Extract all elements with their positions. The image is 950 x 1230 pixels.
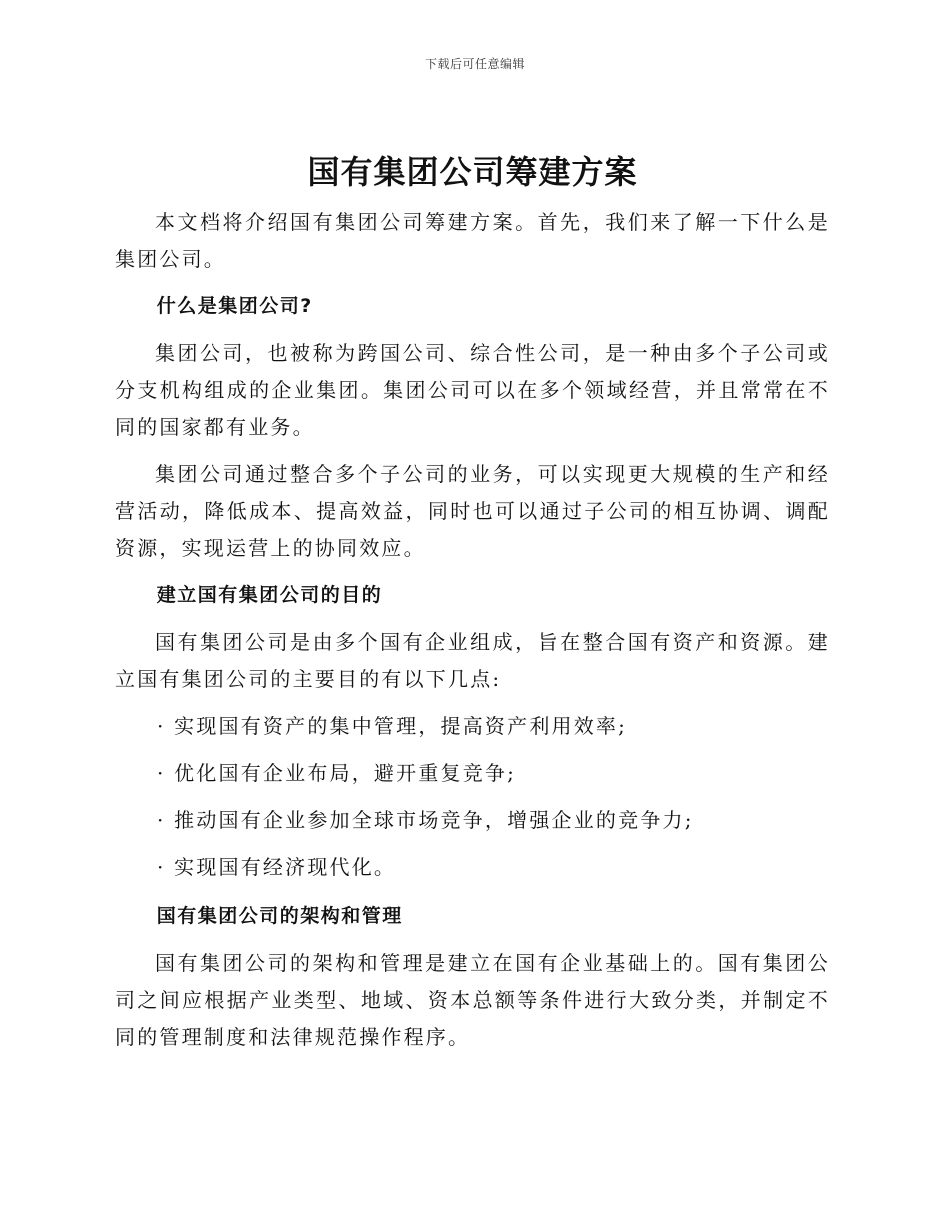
paragraph-group-benefits: 集团公司通过整合多个子公司的业务，可以实现更大规模的生产和经营活动，降低成本、提高效益，同时也可以通过子公司的相互协调、调配资源，实现运营上的协同效应。 xyxy=(115,462,830,560)
section-heading-what-is-group: 什么是集团公司? xyxy=(156,295,313,317)
list-item: · 优化国有企业布局，避开重复竞争; xyxy=(157,761,517,785)
section-heading-purpose: 建立国有集团公司的目的 xyxy=(156,584,383,606)
document-title: 国有集团公司筹建方案 xyxy=(307,153,638,191)
list-item: · 实现国有资产的集中管理，提高资产利用效率; xyxy=(157,714,628,738)
paragraph-structure: 国有集团公司的架构和管理是建立在国有企业基础上的。国有集团公司之间应根据产业类型、地域、资本总额等条件进行大致分类，并制定不同的管理制度和法律规范操作程序。 xyxy=(115,951,830,1049)
list-item: · 推动国有企业参加全球市场竞争，增强企业的竞争力; xyxy=(157,808,694,832)
list-item: · 实现国有经济现代化。 xyxy=(157,855,397,879)
document-body xyxy=(115,150,830,1066)
section-heading-structure: 国有集团公司的架构和管理 xyxy=(156,905,403,927)
intro-paragraph: 本文档将介绍国有集团公司筹建方案。首先，我们来了解一下什么是集团公司。 xyxy=(115,210,830,271)
purpose-list xyxy=(115,708,830,886)
paragraph-purpose-intro: 国有集团公司是由多个国有企业组成，旨在整合国有资产和资源。建立国有集团公司的主要目的有以下几点: xyxy=(115,630,830,691)
header-note: 下载后可任意编辑 xyxy=(424,57,525,71)
paragraph-group-definition: 集团公司，也被称为跨国公司、综合性公司，是一种由多个子公司或分支机构组成的企业集团。集团公司可以在多个领域经营，并且常常在不同的国家都有业务。 xyxy=(115,341,830,439)
